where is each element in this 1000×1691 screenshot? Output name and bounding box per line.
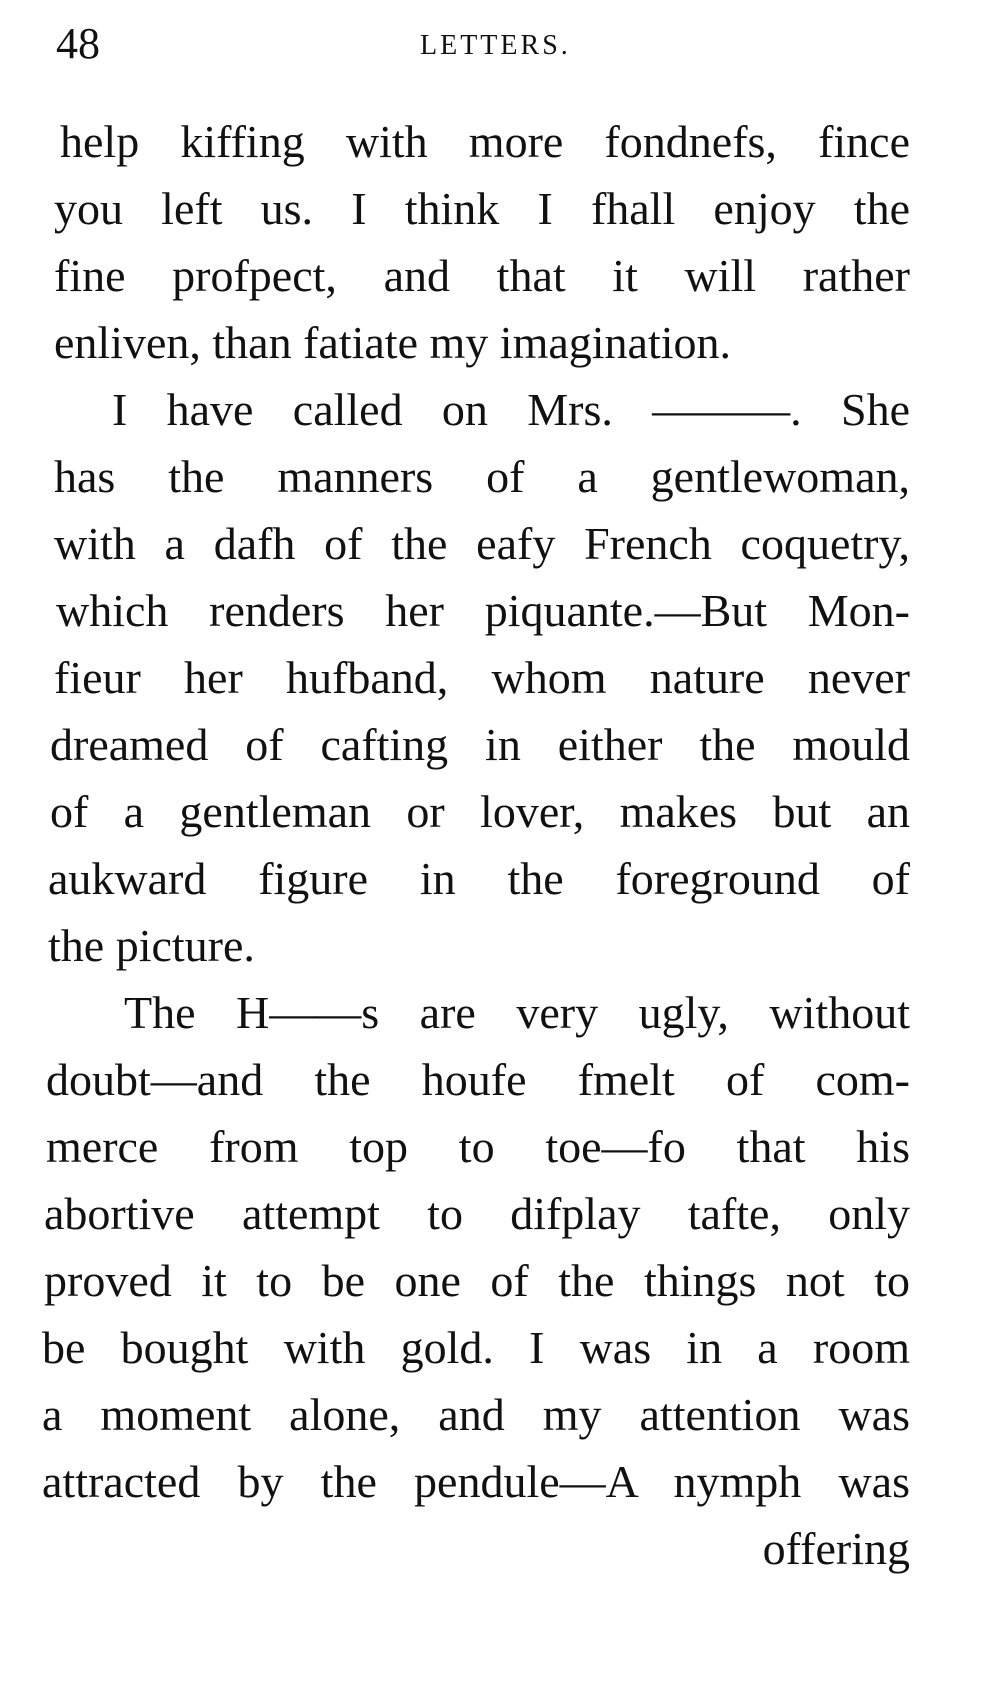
text-line: the picture. [48, 920, 255, 971]
text-line: I have called on Mrs. ———. She [112, 384, 910, 435]
body-text [40, 108, 910, 1582]
text-line: doubt—and the houfe fmelt of com- [46, 1054, 910, 1105]
text-line: with a dafh of the eafy French coquetry, [54, 518, 910, 569]
text-line: a moment alone, and my attention was [42, 1389, 910, 1440]
text-line: you left us. I think I fhall enjoy the [54, 183, 910, 234]
text-line: help kiffing with more fondnefs, fince [60, 116, 910, 167]
text-line: merce from top to toe—fo that his [46, 1121, 910, 1172]
text-line: be bought with gold. I was in a room [42, 1322, 910, 1373]
running-head: LETTERS. [420, 30, 571, 61]
text-line: has the manners of a gentlewoman, [54, 451, 910, 502]
text-line: which renders her piquante.—But Mon- [56, 585, 910, 636]
text-line: fieur her hufband, whom nature never [54, 652, 910, 703]
page-header [50, 14, 950, 74]
text-line: enliven, than fatiate my imagination. [54, 317, 732, 368]
text-line: fine profpect, and that it will rather [54, 250, 910, 301]
catchword: offering [762, 1523, 910, 1574]
text-line: attracted by the pendule—A nymph was [42, 1456, 910, 1507]
text-line: proved it to be one of the things not to [44, 1255, 910, 1306]
text-line: The H——s are very ugly, without [124, 987, 910, 1038]
page-number: 48 [56, 19, 100, 68]
text-line: of a gentleman or lover, makes but an [50, 786, 910, 837]
text-line: aukward figure in the foreground of [48, 853, 910, 904]
text-line: abortive attempt to difplay tafte, only [44, 1188, 910, 1239]
text-line: dreamed of cafting in either the mould [50, 719, 910, 770]
